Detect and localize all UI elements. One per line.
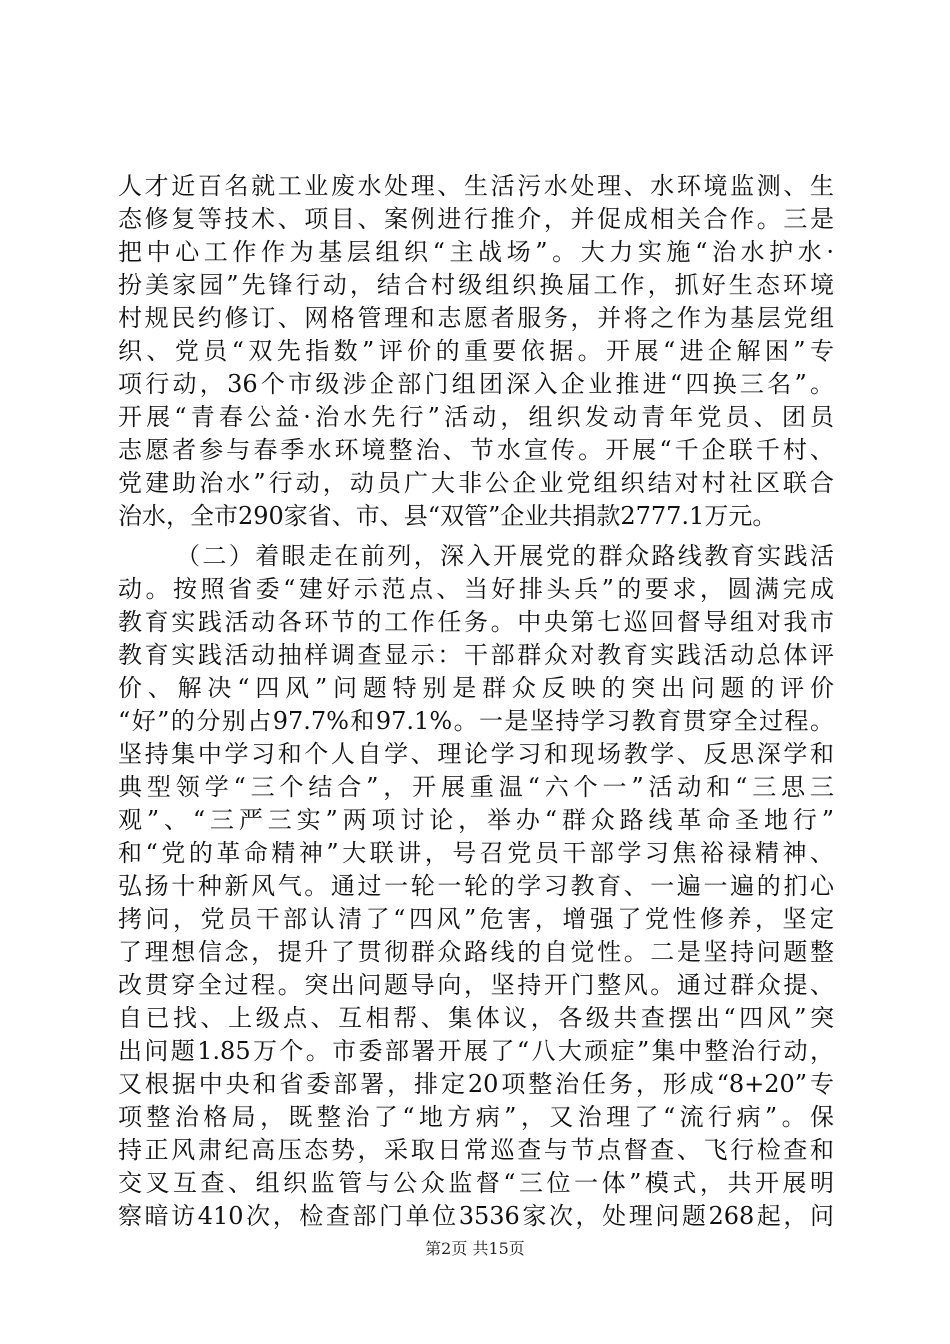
text-line: 改贯穿全过程。突出问题导向，坚持开门整风。通过群众提、 xyxy=(118,971,834,999)
text-line: “好”的分别占97.7%和97.1%。一是坚持学习教育贯穿全过程。 xyxy=(118,707,834,735)
text-line: 治水，全市290家省、市、县“双管”企业共捐款2777.1万元。 xyxy=(118,502,777,530)
text-line: 了理想信念，提升了贯彻群众路线的自觉性。二是坚持问题整 xyxy=(118,938,834,966)
text-line: 坚持集中学习和个人自学、理论学习和现场教学、反思深学和 xyxy=(118,740,834,768)
text-line: 察暗访410次，检查部门单位3536家次，处理问题268起，问 xyxy=(118,1202,834,1230)
text-line: 党建助治水”行动，动员广大非公企业党组织结对村社区联合 xyxy=(118,469,834,497)
text-line: 拷问，党员干部认清了“四风”危害，增强了党性修养，坚定 xyxy=(118,905,834,933)
text-line: 动。按照省委“建好示范点、当好排头兵”的要求，圆满完成 xyxy=(118,575,834,603)
text-line: 态修复等技术、项目、案例进行推介，并促成相关合作。三是 xyxy=(118,205,834,233)
text-line: 项整治格局，既整治了“地方病”，又治理了“流行病”。保 xyxy=(118,1103,834,1131)
text-line: 交叉互查、组织监管与公众监督“三位一体”模式，共开展明 xyxy=(118,1169,834,1197)
text-line: 和“党的革命精神”大联讲，号召党员干部学习焦裕禄精神、 xyxy=(118,839,834,867)
text-line: 开展“青春公益·治水先行”活动，组织发动青年党员、团员 xyxy=(118,403,834,431)
text-line: 持正风肃纪高压态势，采取日常巡查与节点督查、飞行检查和 xyxy=(118,1136,834,1164)
text-line: 把中心工作作为基层组织“主战场”。大力实施“治水护水· xyxy=(118,238,834,266)
text-line: 出问题1.85万个。市委部署开展了“八大顽症”集中整治行动， xyxy=(118,1037,834,1065)
text-line: 典型领学“三个结合”，开展重温“六个一”活动和“三思三 xyxy=(118,773,834,801)
paragraph-1 xyxy=(118,170,834,533)
text-line: 人才近百名就工业废水处理、生活污水处理、水环境监测、生 xyxy=(118,172,834,200)
text-line: 织、党员“双先指数”评价的重要依据。开展“进企解困”专 xyxy=(118,337,834,365)
text-line: 项行动，36个市级涉企部门组团深入企业推进“四换三名”。 xyxy=(118,370,834,398)
text-line: 村规民约修订、网格管理和志愿者服务，并将之作为基层党组 xyxy=(118,304,834,332)
text-line: 价、解决“四风”问题特别是群众反映的突出问题的评价 xyxy=(118,674,834,702)
text-line: 教育实践活动抽样调查显示：干部群众对教育实践活动总体评 xyxy=(118,641,834,669)
text-line: 扮美家园”先锋行动，结合村级组织换届工作，抓好生态环境 xyxy=(118,271,834,299)
text-line: 又根据中央和省委部署，排定20项整治任务，形成“8+20”专 xyxy=(118,1070,834,1098)
text-line: （二）着眼走在前列，深入开展党的群众路线教育实践活 xyxy=(176,542,834,570)
paragraph-2 xyxy=(118,540,834,1233)
page-footer: 第2页 共15页 xyxy=(425,1239,525,1258)
text-line: 自已找、上级点、互相帮、集体议，各级共查摆出“四风”突 xyxy=(118,1004,834,1032)
text-line: 教育实践活动各环节的工作任务。中央第七巡回督导组对我市 xyxy=(118,608,834,636)
text-line: 志愿者参与春季水环境整治、节水宣传。开展“千企联千村、 xyxy=(118,436,834,464)
text-line: 观”、“三严三实”两项讨论，举办“群众路线革命圣地行” xyxy=(118,806,834,834)
text-line: 弘扬十种新风气。通过一轮一轮的学习教育、一遍一遍的扪心 xyxy=(118,872,834,900)
